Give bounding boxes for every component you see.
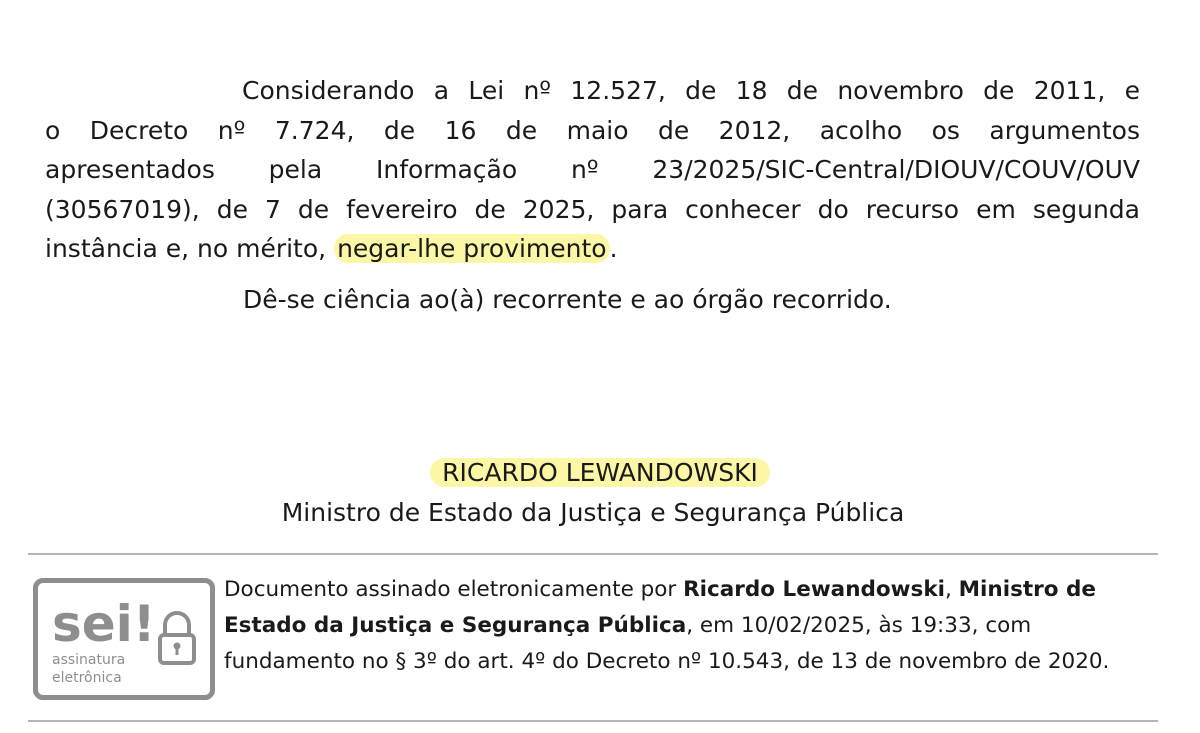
paragraph-line-1: Considerando a Lei nº 12.527, de 18 de novembro de 2011, e: [242, 76, 1140, 105]
paragraph-line-5-suffix: .: [609, 234, 618, 263]
ciencia-notice: Dê-se ciência ao(à) recorrente e ao órgão recorrido.: [243, 285, 892, 314]
highlighted-decision: negar-lhe provimento: [334, 234, 610, 263]
top-divider: [28, 553, 1158, 555]
paragraph-line-2: o Decreto nº 7.724, de 16 de maio de 2012, acolho os argumentos: [45, 115, 1140, 145]
statement-sep: ,: [944, 577, 959, 602]
decision-paragraph: [45, 71, 1140, 269]
statement-role: Ministro de Estado da Justiça e Segurança Pública: [224, 577, 1097, 638]
signature-statement: [224, 572, 1144, 680]
paragraph-line-3: apresentados pela Informação nº 23/2025/SIC-Central/DIOUV/COUV/OUV: [45, 155, 1140, 184]
signer-name: [0, 458, 1200, 487]
statement-signer: Ricardo Lewandowski: [683, 577, 945, 602]
sei-logo-text: sei!: [52, 595, 156, 653]
paragraph-line-5-prefix: instância e, no mérito,: [45, 234, 335, 263]
paragraph-line-5: [45, 229, 1140, 269]
seal-line-2: eletrônica: [52, 670, 122, 686]
paragraph-line-4: (30567019), de 7 de fevereiro de 2025, para conhecer do recurso em segunda: [45, 194, 1140, 224]
seal-line-1: assinatura: [52, 652, 126, 668]
padlock-icon: [160, 613, 194, 663]
signer-name-highlight: RICARDO LEWANDOWSKI: [430, 458, 770, 487]
statement-prefix: Documento assinado eletronicamente por: [224, 577, 684, 602]
statement-suffix: , em 10/02/2025, às 19:33, com fundamento no § 3º do art. 4º do Decreto nº 10.543, de 13 de novembro de 2020.: [224, 613, 1110, 674]
bottom-divider: [28, 720, 1158, 722]
sei-logo: [38, 583, 210, 695]
signer-role: Ministro de Estado da Justiça e Segurança Pública: [281, 498, 905, 527]
sei-signature-seal: [33, 578, 215, 700]
